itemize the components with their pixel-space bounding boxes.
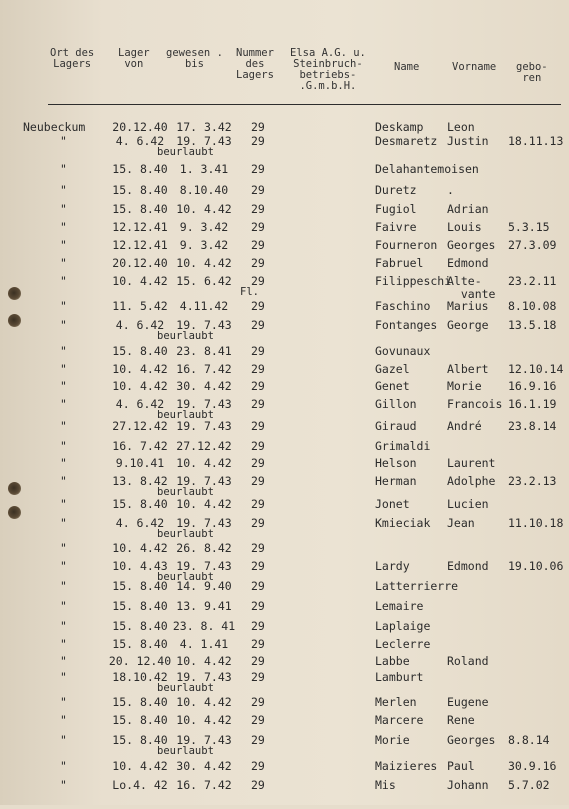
cell-nummer: 29 [251, 670, 265, 684]
cell-nummer: 29 [251, 120, 265, 134]
cell-name: Genet [375, 379, 410, 393]
cell-name: Giraud [375, 419, 417, 433]
cell-ort: " [60, 439, 67, 453]
cell-gewesen-bis: 30. 4.42 [176, 759, 232, 773]
cell-lager-von: 15. 8.40 [112, 162, 168, 176]
cell-lager-von: 12.12.41 [112, 220, 168, 234]
cell-lager-von: 15. 8.40 [112, 637, 168, 651]
cell-ort: " [60, 695, 67, 709]
cell-nummer: 29 [251, 497, 265, 511]
cell-geboren: 8.8.14 [508, 733, 550, 747]
cell-gewesen-bis: 10. 4.42 [176, 497, 232, 511]
cell-gewesen-bis: 19. 7.43 [176, 474, 232, 488]
cell-ort: " [60, 238, 67, 252]
table-row [0, 135, 569, 165]
cell-geboren: 8.10.08 [508, 299, 557, 313]
cell-vorname: Paul [447, 759, 475, 773]
cell-ort: " [60, 362, 67, 376]
cell-name: Deskamp [375, 120, 424, 134]
cell-ort: " [60, 497, 67, 511]
cell-ort: " [60, 299, 67, 313]
cell-lager-von: 15. 8.40 [112, 695, 168, 709]
cell-gewesen-bis: 15. 6.42 [176, 274, 232, 288]
cell-ort: " [60, 379, 67, 393]
cell-lager-von: 16. 7.42 [112, 439, 168, 453]
cell-vorname: Marius [447, 299, 489, 313]
cell-vorname: André [447, 419, 482, 433]
cell-name: Herman [375, 474, 417, 488]
cell-vorname: Eugene [447, 695, 489, 709]
cell-vorname: Francois [447, 397, 503, 411]
cell-nummer: 29 [251, 134, 265, 148]
cell-ort: " [60, 559, 67, 573]
header-ort-des-lagers: Ort des Lagers [50, 47, 95, 70]
cell-note: beurlaubt [157, 528, 214, 540]
cell-name: Lemaire [375, 599, 424, 613]
cell-nummer: 29 [251, 162, 265, 176]
cell-nummer: 29 [251, 778, 265, 792]
cell-ort: " [60, 516, 67, 530]
cell-name: Fabruel [375, 256, 424, 270]
cell-name: Faschino [375, 299, 431, 313]
cell-geboren: 11.10.18 [508, 516, 564, 530]
cell-ort: " [60, 759, 67, 773]
cell-nummer: 29 [251, 733, 265, 747]
cell-note: beurlaubt [157, 745, 214, 757]
cell-name: Labbe [375, 654, 410, 668]
cell-nummer: 29 [251, 456, 265, 470]
cell-name: Fontanges [375, 318, 438, 332]
cell-gewesen-bis: 19. 7.43 [176, 733, 232, 747]
cell-vorname: . [447, 183, 454, 197]
cell-lager-von: 15. 8.40 [112, 619, 168, 633]
cell-lager-von: 15. 8.40 [112, 344, 168, 358]
cell-nummer: 29 [251, 274, 265, 288]
cell-name: Desmaretz [375, 134, 438, 148]
cell-geboren: 19.10.06 [508, 559, 564, 573]
cell-nummer: 29 [251, 299, 265, 313]
cell-nummer: 29 [251, 419, 265, 433]
cell-vorname: Edmond [447, 559, 489, 573]
cell-ort: " [60, 419, 67, 433]
cell-name: Laplaige [375, 619, 431, 633]
cell-lager-von: 4. 6.42 [115, 318, 165, 332]
cell-gewesen-bis: 10. 4.42 [176, 695, 232, 709]
cell-nummer: 29 [251, 599, 265, 613]
cell-nummer: 29 [251, 559, 265, 573]
header-lager-von: Lager von [118, 47, 150, 70]
cell-nummer: 29 [251, 238, 265, 252]
cell-ort: " [60, 202, 67, 216]
cell-vorname: Leon [447, 120, 475, 134]
cell-ort: " [60, 713, 67, 727]
cell-gewesen-bis: 9. 3.42 [179, 220, 229, 234]
cell-gewesen-bis: 19. 7.43 [176, 318, 232, 332]
cell-lager-von: Lo.4. 42 [112, 778, 168, 792]
cell-gewesen-bis: 30. 4.42 [176, 379, 232, 393]
cell-name: Filippeschi [375, 274, 452, 288]
cell-geboren: 23.2.13 [508, 474, 557, 488]
cell-nummer: 29 [251, 759, 265, 773]
cell-name: Kmieciak [375, 516, 431, 530]
cell-lager-von: 10. 4.43 [112, 559, 168, 573]
cell-nummer: 29 [251, 439, 265, 453]
cell-nummer: 29 [251, 541, 265, 555]
cell-gewesen-bis: 16. 7.42 [176, 778, 232, 792]
cell-lager-von: 10. 4.42 [112, 379, 168, 393]
cell-lager-von: 15. 8.40 [112, 713, 168, 727]
cell-gewesen-bis: 19. 7.43 [176, 397, 232, 411]
cell-ort: " [60, 619, 67, 633]
cell-ort: " [60, 274, 67, 288]
cell-lager-von: 20.12.40 [112, 120, 168, 134]
cell-lager-von: 18.10.42 [112, 670, 168, 684]
cell-gewesen-bis: 19. 7.43 [176, 419, 232, 433]
cell-name: Lamburt [375, 670, 424, 684]
cell-gewesen-bis: 10. 4.42 [176, 713, 232, 727]
cell-gewesen-bis: 1. 3.41 [179, 162, 229, 176]
cell-ort: " [60, 344, 67, 358]
header-name: Name [394, 61, 420, 73]
cell-geboren: 23.8.14 [508, 419, 557, 433]
cell-geboren: 30.9.16 [508, 759, 557, 773]
cell-lager-von: 10. 4.42 [112, 541, 168, 555]
cell-nummer: 29 [251, 379, 265, 393]
cell-vorname: Georges [447, 238, 496, 252]
cell-lager-von: 15. 8.40 [112, 183, 168, 197]
cell-note: beurlaubt [157, 682, 214, 694]
cell-geboren: 27.3.09 [508, 238, 557, 252]
cell-lager-von: 10. 4.42 [112, 362, 168, 376]
cell-name: Helson [375, 456, 417, 470]
cell-lager-von: 10. 4.42 [112, 759, 168, 773]
cell-lager-von: 15. 8.40 [112, 202, 168, 216]
cell-lager-von: 27.12.42 [112, 419, 168, 433]
cell-geboren: 5.3.15 [508, 220, 550, 234]
cell-gewesen-bis: 9. 3.42 [179, 238, 229, 252]
cell-gewesen-bis: 4.11.42 [179, 299, 229, 313]
cell-lager-von: 15. 8.40 [112, 579, 168, 593]
cell-vorname: Edmond [447, 256, 489, 270]
cell-nummer: 29 [251, 579, 265, 593]
cell-nummer: 29 [251, 220, 265, 234]
cell-geboren: 16.9.16 [508, 379, 557, 393]
header-vorname: Vorname [452, 61, 497, 73]
cell-geboren: 12.10.14 [508, 362, 564, 376]
cell-ort: " [60, 541, 67, 555]
cell-vorname: Lucien [447, 497, 489, 511]
cell-gewesen-bis: 17. 3.42 [176, 120, 232, 134]
cell-ort: " [60, 220, 67, 234]
cell-ort: " [60, 670, 67, 684]
cell-gewesen-bis: 27.12.42 [176, 439, 232, 453]
cell-vorname: Adrian [447, 202, 489, 216]
cell-gewesen-bis: 13. 9.41 [176, 599, 232, 613]
cell-vorname: Morie [447, 379, 482, 393]
cell-vorname: George [447, 318, 489, 332]
cell-name: Latterrierre [375, 579, 459, 593]
cell-lager-von: 20. 12.40 [108, 654, 172, 668]
cell-gewesen-bis: 10. 4.42 [176, 654, 232, 668]
cell-gewesen-bis: 26. 8.42 [176, 541, 232, 555]
cell-name: Mis [375, 778, 396, 792]
cell-geboren: 18.11.13 [508, 134, 564, 148]
cell-vorname: Jean [447, 516, 475, 530]
cell-note: beurlaubt [157, 330, 214, 342]
cell-nummer: 29 [251, 619, 265, 633]
cell-geboren: 5.7.02 [508, 778, 550, 792]
cell-gewesen-bis: 19. 7.43 [176, 134, 232, 148]
cell-geboren: 13.5.18 [508, 318, 557, 332]
cell-vorname: Alte- vante [447, 274, 496, 301]
cell-lager-von: 4. 6.42 [115, 397, 165, 411]
cell-nummer: 29 [251, 318, 265, 332]
cell-ort: " [60, 599, 67, 613]
cell-note: beurlaubt [157, 486, 214, 498]
cell-name: Lardy [375, 559, 410, 573]
header-geboren: gebo- ren [516, 61, 548, 84]
cell-ort: " [60, 654, 67, 668]
cell-lager-von: 20.12.40 [112, 256, 168, 270]
cell-nummer: 29 [251, 474, 265, 488]
header-nummer-des-lagers: Nummer des Lagers [236, 47, 274, 81]
cell-lager-von: 10. 4.42 [112, 274, 168, 288]
cell-vorname: Adolphe [447, 474, 496, 488]
cell-name: Duretz [375, 183, 417, 197]
cell-name: Gazel [375, 362, 410, 376]
cell-name: Jonet [375, 497, 410, 511]
cell-ort: " [60, 183, 67, 197]
cell-lager-von: 12.12.41 [112, 238, 168, 252]
cell-name: Grimaldi [375, 439, 431, 453]
cell-geboren: 23.2.11 [508, 274, 557, 288]
cell-vorname: Laurent [447, 456, 496, 470]
cell-nummer: 29 [251, 362, 265, 376]
cell-vorname: Johann [447, 778, 489, 792]
cell-nummer: 29 [251, 183, 265, 197]
cell-gewesen-bis: 10. 4.42 [176, 202, 232, 216]
cell-gewesen-bis: 10. 4.42 [176, 456, 232, 470]
cell-lager-von: 13. 8.42 [112, 474, 168, 488]
cell-ort: " [60, 162, 67, 176]
cell-name: Merlen [375, 695, 417, 709]
cell-ort: " [60, 456, 67, 470]
cell-name: Fourneron [375, 238, 438, 252]
cell-geboren: 16.1.19 [508, 397, 557, 411]
header-gewesen-bis: gewesen . bis [166, 47, 223, 70]
cell-name: Leclerre [375, 637, 431, 651]
cell-gewesen-bis: 16. 7.42 [176, 362, 232, 376]
cell-ort: " [60, 134, 67, 148]
cell-nummer: 29 [251, 695, 265, 709]
cell-name: Delahantemoisen [375, 162, 479, 176]
cell-note: beurlaubt [157, 571, 214, 583]
cell-nummer: 29 [251, 256, 265, 270]
cell-nummer: 29 [251, 397, 265, 411]
cell-lager-von: 15. 8.40 [112, 497, 168, 511]
cell-vorname: Roland [447, 654, 489, 668]
cell-name: Faivre [375, 220, 417, 234]
cell-nummer: 29 [251, 713, 265, 727]
cell-nummer: 29 [251, 654, 265, 668]
cell-name: Gillon [375, 397, 417, 411]
cell-ort: " [60, 397, 67, 411]
cell-nummer: 29 [251, 202, 265, 216]
cell-ort: " [60, 256, 67, 270]
cell-vorname: Albert [447, 362, 489, 376]
cell-vorname: Justin [447, 134, 489, 148]
cell-ort: " [60, 733, 67, 747]
cell-vorname: Louis [447, 220, 482, 234]
cell-gewesen-bis: 23. 8. 41 [172, 619, 236, 633]
cell-ort: " [60, 318, 67, 332]
cell-lager-von: 9.10.41 [115, 456, 165, 470]
cell-nummer: 29 [251, 516, 265, 530]
header-elsa-ag: Elsa A.G. u. Steinbruch- betriebs- .G.m.b.H. [290, 47, 366, 92]
cell-lager-von: 15. 8.40 [112, 599, 168, 613]
cell-lager-von: 15. 8.40 [112, 733, 168, 747]
cell-name: Maizieres [375, 759, 438, 773]
cell-lager-von: 4. 6.42 [115, 516, 165, 530]
cell-ort: " [60, 778, 67, 792]
cell-name: Govunaux [375, 344, 431, 358]
cell-lager-von: 11. 5.42 [112, 299, 168, 313]
cell-nummer: 29 [251, 344, 265, 358]
cell-gewesen-bis: 19. 7.43 [176, 670, 232, 684]
cell-note: beurlaubt [157, 409, 214, 421]
cell-ort: Neubeckum [23, 120, 86, 134]
cell-note: beurlaubt [157, 146, 214, 158]
header-underline [48, 104, 561, 105]
cell-gewesen-bis: 19. 7.43 [176, 559, 232, 573]
cell-ort: " [60, 637, 67, 651]
cell-gewesen-bis: 10. 4.42 [176, 256, 232, 270]
cell-nummer: 29 [251, 637, 265, 651]
cell-name: Morie [375, 733, 410, 747]
cell-gewesen-bis: 4. 1.41 [179, 637, 229, 651]
cell-gewesen-bis: 23. 8.41 [176, 344, 232, 358]
cell-lager-von: 4. 6.42 [115, 134, 165, 148]
cell-name: Fugiol [375, 202, 417, 216]
cell-gewesen-bis: 19. 7.43 [176, 516, 232, 530]
cell-gewesen-bis: 8.10.40 [179, 183, 229, 197]
cell-ort: " [60, 579, 67, 593]
cell-vorname: Georges [447, 733, 496, 747]
cell-vorname: Rene [447, 713, 475, 727]
cell-note: Fl. [240, 286, 259, 298]
cell-gewesen-bis: 14. 9.40 [176, 579, 232, 593]
cell-ort: " [60, 474, 67, 488]
cell-name: Marcere [375, 713, 424, 727]
